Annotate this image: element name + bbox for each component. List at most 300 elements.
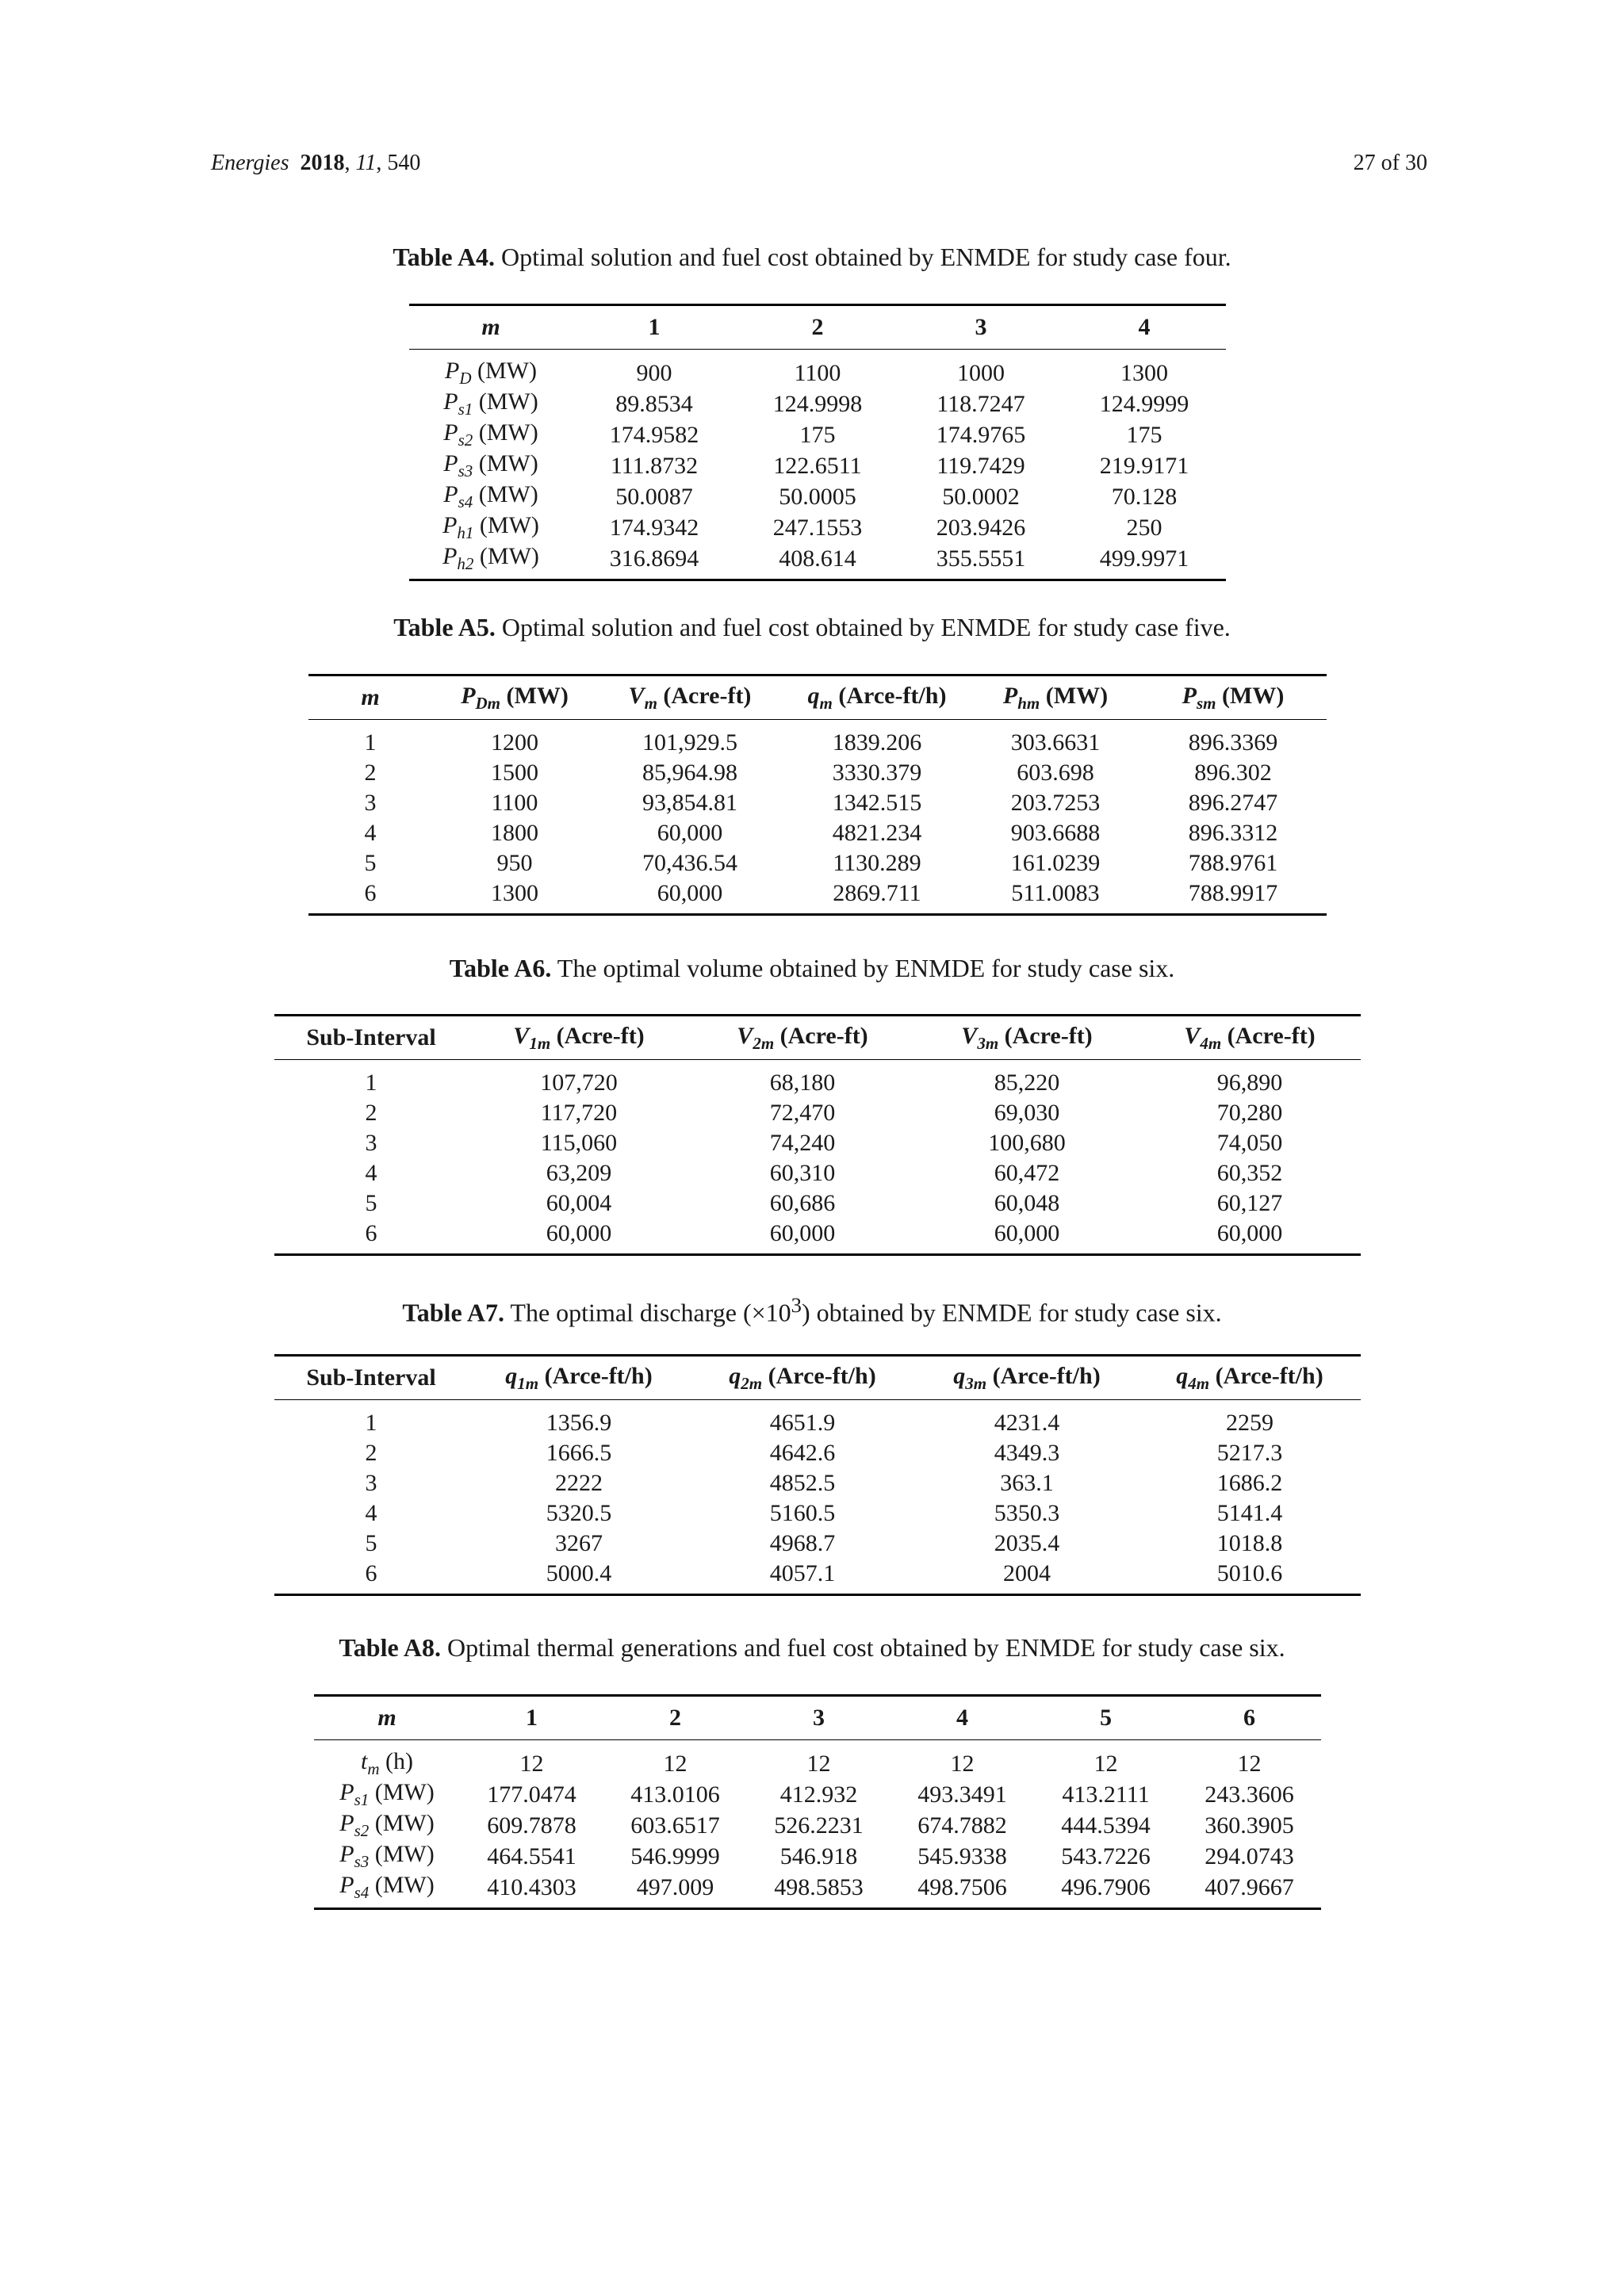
- table-cell: 4968.7: [769, 1530, 836, 1556]
- symbol: V: [513, 1022, 530, 1049]
- symbol: V: [737, 1022, 753, 1049]
- symbol-subscript: 3m: [965, 1373, 987, 1393]
- column-header: [468, 1016, 690, 1060]
- table-a4: [409, 304, 1226, 581]
- column-header: 4: [1063, 305, 1226, 350]
- table-cell: 100,680: [988, 1130, 1066, 1156]
- table-cell: 498.7506: [891, 1872, 1034, 1909]
- table-cell: 896.2747: [1188, 790, 1278, 816]
- table-row: [409, 512, 1226, 543]
- unit-label: (MW): [478, 419, 538, 446]
- table-cell: 1: [365, 1410, 377, 1436]
- table-cell: 12: [519, 1750, 544, 1777]
- symbol: P: [1002, 682, 1018, 709]
- column-header: [690, 1016, 915, 1060]
- symbol: P: [443, 450, 458, 476]
- table-cell: 85,964.98: [642, 760, 737, 786]
- table-cell: 2004: [915, 1559, 1139, 1595]
- symbol: P: [339, 1810, 354, 1836]
- unit-label: (MW): [374, 1779, 435, 1805]
- table-cell: 5: [365, 1190, 377, 1216]
- symbol: V: [961, 1022, 978, 1049]
- table-cell: 412.932: [779, 1781, 858, 1808]
- column-header: 3: [747, 1696, 891, 1740]
- table-cell: 603.6517: [630, 1812, 720, 1839]
- table-cell: 70.128: [1111, 483, 1178, 510]
- unit-label: (MW): [478, 388, 538, 415]
- table-cell: 3: [364, 790, 377, 816]
- table-cell: 546.9999: [630, 1843, 720, 1869]
- table-row: [409, 481, 1226, 512]
- symbol-subscript: 2m: [741, 1373, 763, 1393]
- symbol-subscript: h2: [457, 554, 474, 573]
- table-cell: 355.5551: [899, 543, 1063, 580]
- table-cell: 493.3491: [917, 1781, 1007, 1808]
- symbol-subscript: 1m: [517, 1373, 539, 1393]
- unit-label: (MW): [477, 358, 537, 384]
- unit-label: (MW): [479, 512, 539, 538]
- symbol-subscript: m: [367, 1759, 380, 1778]
- table-cell: 2: [365, 1440, 377, 1466]
- page-number: 27 of 30: [1353, 151, 1427, 175]
- row-label: [409, 388, 573, 419]
- symbol: q: [1176, 1362, 1189, 1389]
- table-cell: 4057.1: [690, 1559, 915, 1595]
- table-cell: 119.7429: [936, 452, 1025, 479]
- symbol: P: [339, 1779, 354, 1805]
- table-row: [308, 818, 1327, 848]
- table-cell: 93,854.81: [642, 790, 737, 816]
- table-cell: 85,220: [994, 1070, 1060, 1096]
- table-a7-body: [274, 1400, 1361, 1595]
- table-cell: 499.9971: [1063, 543, 1226, 580]
- table-cell: 316.8694: [573, 543, 736, 580]
- table-cell: 60,686: [769, 1190, 836, 1216]
- table-cell: 1300: [432, 878, 597, 915]
- symbol-subscript: 3m: [977, 1033, 999, 1053]
- symbol-subscript: m: [644, 693, 657, 713]
- table-cell: 3267: [555, 1530, 603, 1556]
- table-cell: 5010.6: [1139, 1559, 1361, 1595]
- table-cell: 4349.3: [994, 1440, 1060, 1466]
- column-header: [1139, 1016, 1361, 1060]
- table-cell: 2869.711: [783, 878, 971, 915]
- table-cell: 203.9426: [936, 514, 1026, 541]
- table-cell: 50.0087: [615, 483, 693, 510]
- row-label: [314, 1740, 460, 1780]
- symbol: q: [729, 1362, 741, 1389]
- symbol-subscript: 4m: [1188, 1373, 1210, 1393]
- table-cell: 609.7878: [487, 1812, 576, 1839]
- table-cell: 2222: [555, 1470, 603, 1496]
- unit-label: (MW): [506, 682, 569, 709]
- symbol-subscript: 4m: [1200, 1033, 1222, 1053]
- table-cell: 174.9765: [936, 421, 1026, 448]
- unit-label: (Arce-ft/h): [1215, 1362, 1323, 1389]
- table-row: [274, 1060, 1361, 1099]
- table-a8: [314, 1694, 1321, 1910]
- table-a7-caption-pre: The optimal discharge (×10: [510, 1298, 791, 1327]
- table-cell: 1839.206: [832, 729, 922, 756]
- table-cell: 12: [950, 1750, 975, 1777]
- table-a4-body: [409, 350, 1226, 580]
- table-a6-caption: [0, 954, 1624, 983]
- table-cell: 5: [365, 1530, 377, 1556]
- journal-name: Energies: [211, 151, 289, 175]
- table-cell: 303.6631: [1010, 729, 1101, 756]
- table-cell: 60,000: [690, 1219, 915, 1255]
- table-row: [314, 1872, 1321, 1909]
- row-label: [409, 481, 573, 512]
- table-cell: 896.302: [1194, 760, 1272, 786]
- table-cell: 5000.4: [468, 1559, 690, 1595]
- table-cell: 72,470: [769, 1100, 836, 1126]
- table-cell: 1300: [1120, 359, 1168, 386]
- table-cell: 2: [364, 760, 377, 786]
- table-cell: 1018.8: [1216, 1530, 1283, 1556]
- table-cell: 2035.4: [994, 1530, 1060, 1556]
- table-a4-caption-text: Optimal solution and fuel cost obtained by ENMDE for study case four.: [500, 243, 1231, 271]
- table-cell: 1: [365, 1070, 377, 1096]
- table-row: [409, 388, 1226, 419]
- table-cell: 1100: [491, 790, 538, 816]
- table-cell: 175: [1126, 421, 1162, 448]
- column-header: 2: [736, 305, 899, 350]
- table-cell: 50.0005: [779, 483, 856, 510]
- unit-label: Sub-Interval: [306, 1364, 436, 1391]
- symbol-subscript: 2m: [753, 1033, 775, 1053]
- column-header: 1: [573, 305, 736, 350]
- symbol-subscript: Dm: [475, 693, 501, 713]
- symbol-subscript: s4: [354, 1883, 370, 1902]
- table-row: [308, 878, 1327, 915]
- table-a6: [274, 1014, 1361, 1256]
- table-cell: 363.1: [1000, 1470, 1054, 1496]
- table-cell: 408.614: [736, 543, 899, 580]
- table-cell: 1200: [491, 729, 538, 756]
- table-cell: 413.0106: [630, 1781, 720, 1808]
- column-header: [274, 1016, 468, 1060]
- table-cell: 5141.4: [1216, 1500, 1283, 1526]
- table-row: [314, 1779, 1321, 1810]
- table-cell: 6: [274, 1219, 468, 1255]
- table-cell: 174.9582: [609, 421, 699, 448]
- symbol: P: [339, 1841, 354, 1867]
- symbol: P: [442, 512, 458, 538]
- table-row: [274, 1438, 1361, 1468]
- table-cell: 60,000: [468, 1219, 690, 1255]
- table-cell: 444.5394: [1061, 1812, 1151, 1839]
- unit-label: Sub-Interval: [306, 1024, 436, 1050]
- table-cell: 89.8534: [615, 390, 693, 417]
- column-header: 2: [603, 1696, 747, 1740]
- symbol: m: [361, 684, 380, 710]
- table-row: [314, 1810, 1321, 1841]
- table-a7: [274, 1354, 1361, 1596]
- symbol: P: [461, 682, 476, 709]
- journal-year: 2018: [300, 151, 345, 175]
- table-cell: 247.1553: [772, 514, 863, 541]
- unit-label: (MW): [479, 543, 539, 569]
- unit-label: (Acre-ft): [779, 1022, 868, 1049]
- column-header: m: [314, 1696, 460, 1740]
- table-a8-body: [314, 1740, 1321, 1909]
- symbol-subscript: s3: [354, 1852, 370, 1871]
- column-header: 3: [899, 305, 1063, 350]
- row-label: [314, 1810, 460, 1841]
- table-cell: 464.5541: [487, 1843, 576, 1869]
- column-header: [1139, 1356, 1361, 1400]
- symbol: P: [443, 481, 458, 507]
- table-cell: 1500: [491, 760, 538, 786]
- table-cell: 122.6511: [773, 452, 862, 479]
- table-cell: 896.3312: [1188, 820, 1278, 846]
- table-cell: 4821.234: [832, 820, 922, 846]
- table-row: [274, 1468, 1361, 1498]
- table-cell: 60,127: [1216, 1190, 1283, 1216]
- unit-label: (MW): [374, 1872, 435, 1898]
- table-cell: 900: [636, 359, 672, 386]
- table-cell: 4: [365, 1160, 377, 1186]
- column-header: [308, 675, 432, 720]
- table-cell: 603.698: [1017, 760, 1094, 786]
- unit-label: (MW): [478, 481, 538, 507]
- column-header: [690, 1356, 915, 1400]
- symbol-subscript: s1: [458, 400, 473, 419]
- table-a5-caption-text: Optimal solution and fuel cost obtained by ENMDE for study case five.: [501, 613, 1231, 641]
- table-cell: 526.2231: [774, 1812, 864, 1839]
- symbol-subscript: D: [459, 369, 472, 388]
- table-cell: 410.4303: [460, 1872, 603, 1909]
- journal-volume: 11: [355, 151, 377, 175]
- table-cell: 788.9917: [1139, 878, 1327, 915]
- table-a8-label: Table A8.: [339, 1633, 441, 1662]
- symbol-subscript: s4: [458, 492, 473, 511]
- table-cell: 3330.379: [832, 760, 922, 786]
- table-row: [274, 1188, 1361, 1219]
- table-a8-header-row: [314, 1696, 1321, 1740]
- table-cell: 413.2111: [1062, 1781, 1150, 1808]
- unit-label: (MW): [478, 450, 538, 476]
- table-row: [274, 1098, 1361, 1128]
- unit-label: (Arce-ft/h): [992, 1362, 1101, 1389]
- table-cell: 511.0083: [971, 878, 1139, 915]
- table-cell: 60,000: [657, 820, 723, 846]
- column-header: [783, 675, 971, 720]
- table-row: [274, 1529, 1361, 1559]
- table-a5-label: Table A5.: [393, 613, 496, 641]
- table-row: [274, 1400, 1361, 1439]
- symbol: P: [339, 1872, 354, 1898]
- unit-label: (Acre-ft): [663, 682, 752, 709]
- symbol: q: [807, 682, 820, 709]
- symbol-subscript: sm: [1197, 693, 1216, 713]
- table-cell: 1000: [957, 359, 1005, 386]
- table-cell: 118.7247: [936, 390, 1025, 417]
- table-cell: 1356.9: [546, 1410, 612, 1436]
- table-cell: 2259: [1226, 1410, 1274, 1436]
- unit-label: (Acre-ft): [1004, 1022, 1093, 1049]
- symbol: P: [443, 388, 458, 415]
- symbol-subscript: s1: [354, 1790, 370, 1809]
- symbol-subscript: 1m: [529, 1033, 551, 1053]
- table-cell: 177.0474: [487, 1781, 576, 1808]
- unit-label: (MW): [374, 1841, 435, 1867]
- table-row: [409, 450, 1226, 481]
- table-cell: 219.9171: [1099, 452, 1189, 479]
- table-a4-label: Table A4.: [393, 243, 495, 271]
- symbol: V: [628, 682, 645, 709]
- table-cell: 5217.3: [1216, 1440, 1283, 1466]
- row-label: [409, 350, 573, 389]
- table-cell: 74,240: [769, 1130, 836, 1156]
- unit-label: (Arce-ft/h): [544, 1362, 653, 1389]
- table-cell: 4: [364, 820, 377, 846]
- table-a6-header-row: [274, 1016, 1361, 1060]
- table-cell: 175: [799, 421, 836, 448]
- table-cell: 5: [364, 850, 377, 876]
- table-cell: 107,720: [540, 1070, 618, 1096]
- column-header: [432, 675, 597, 720]
- table-row: [308, 758, 1327, 788]
- table-a6-body: [274, 1060, 1361, 1255]
- table-row: [409, 350, 1226, 389]
- table-cell: 60,004: [546, 1190, 612, 1216]
- table-cell: 497.009: [603, 1872, 747, 1909]
- table-cell: 12: [663, 1750, 688, 1777]
- table-cell: 63,209: [546, 1160, 612, 1186]
- table-cell: 250: [1126, 514, 1162, 541]
- column-header: [971, 675, 1139, 720]
- table-cell: 5160.5: [769, 1500, 836, 1526]
- symbol: P: [443, 419, 458, 446]
- unit-label: (Arce-ft/h): [838, 682, 947, 709]
- symbol-subscript: s2: [354, 1821, 370, 1840]
- table-cell: 60,472: [994, 1160, 1060, 1186]
- unit-label: (Arce-ft/h): [768, 1362, 876, 1389]
- table-cell: 788.9761: [1188, 850, 1278, 876]
- symbol: V: [1184, 1022, 1201, 1049]
- table-a7-caption-sup: 3: [791, 1293, 802, 1317]
- symbol-subscript: h1: [457, 523, 474, 542]
- table-cell: 4852.5: [769, 1470, 836, 1496]
- column-header: [915, 1016, 1139, 1060]
- unit-label: (MW): [374, 1810, 435, 1836]
- table-a5-caption: [0, 613, 1624, 642]
- table-a4-header-row: [409, 305, 1226, 350]
- table-a7-label: Table A7.: [402, 1298, 504, 1327]
- column-header: m: [409, 305, 573, 350]
- table-row: [409, 543, 1226, 580]
- table-cell: 674.7882: [917, 1812, 1007, 1839]
- table-cell: 4231.4: [994, 1410, 1060, 1436]
- table-cell: 1686.2: [1216, 1470, 1283, 1496]
- table-cell: 2: [365, 1100, 377, 1126]
- table-a5: [308, 674, 1327, 916]
- symbol-subscript: s2: [458, 430, 473, 450]
- symbol: q: [505, 1362, 518, 1389]
- symbol-subscript: hm: [1017, 693, 1040, 713]
- table-cell: 4642.6: [769, 1440, 836, 1466]
- symbol: P: [445, 358, 460, 384]
- column-header: 1: [460, 1696, 603, 1740]
- table-cell: 543.7226: [1061, 1843, 1151, 1869]
- table-cell: 6: [274, 1559, 468, 1595]
- symbol: q: [953, 1362, 966, 1389]
- table-cell: 1: [364, 729, 377, 756]
- table-cell: 1130.289: [833, 850, 921, 876]
- symbol-subscript: s3: [458, 461, 473, 480]
- running-header: Energies 2018, 11, 540: [211, 151, 421, 175]
- table-cell: 101,929.5: [642, 729, 737, 756]
- table-a7-header-row: [274, 1356, 1361, 1400]
- table-a8-caption-text: Optimal thermal generations and fuel cost obtained by ENMDE for study case six.: [447, 1633, 1285, 1662]
- column-header: [597, 675, 783, 720]
- table-cell: 96,890: [1216, 1070, 1283, 1096]
- table-row: [308, 788, 1327, 818]
- table-cell: 124.9999: [1099, 390, 1189, 417]
- symbol: P: [442, 543, 458, 569]
- table-cell: 1666.5: [546, 1440, 612, 1466]
- table-a7-caption-post: ) obtained by ENMDE for study case six.: [801, 1298, 1222, 1327]
- table-cell: 60,048: [994, 1190, 1060, 1216]
- table-cell: 60,310: [769, 1160, 836, 1186]
- table-cell: 896.3369: [1188, 729, 1278, 756]
- table-row: [409, 419, 1226, 450]
- column-header: [468, 1356, 690, 1400]
- table-cell: 545.9338: [917, 1843, 1007, 1869]
- row-label: [314, 1841, 460, 1872]
- table-cell: 124.9998: [772, 390, 863, 417]
- table-cell: 203.7253: [1010, 790, 1101, 816]
- table-a8-caption: [0, 1633, 1624, 1663]
- table-row: [274, 1498, 1361, 1529]
- table-cell: 50.0002: [942, 483, 1020, 510]
- table-a6-caption-text: The optimal volume obtained by ENMDE for study case six.: [557, 954, 1175, 982]
- table-row: [274, 1158, 1361, 1188]
- table-cell: 111.8732: [610, 452, 699, 479]
- symbol: P: [1182, 682, 1197, 709]
- table-cell: 5350.3: [994, 1500, 1060, 1526]
- table-cell: 68,180: [769, 1070, 836, 1096]
- table-a4-caption: [0, 243, 1624, 272]
- column-header: 4: [891, 1696, 1034, 1740]
- table-cell: 950: [496, 850, 533, 876]
- table-cell: 546.918: [779, 1843, 858, 1869]
- unit-label: (Acre-ft): [556, 1022, 645, 1049]
- table-row: [308, 848, 1327, 878]
- table-a5-body: [308, 720, 1327, 915]
- column-header: [1139, 675, 1327, 720]
- table-cell: 1100: [794, 359, 841, 386]
- table-cell: 5320.5: [546, 1500, 612, 1526]
- table-cell: 12: [1237, 1750, 1262, 1777]
- symbol: t: [361, 1748, 368, 1774]
- table-cell: 4651.9: [769, 1410, 836, 1436]
- row-label: [409, 543, 573, 580]
- table-cell: 60,352: [1216, 1160, 1283, 1186]
- table-cell: 360.3905: [1205, 1812, 1294, 1839]
- table-cell: 496.7906: [1034, 1872, 1178, 1909]
- table-a6-label: Table A6.: [449, 954, 552, 982]
- table-a7-caption: [0, 1293, 1624, 1328]
- table-cell: 3: [365, 1130, 377, 1156]
- column-header: 5: [1034, 1696, 1178, 1740]
- table-a5-header-row: [308, 675, 1327, 720]
- table-cell: 498.5853: [747, 1872, 891, 1909]
- table-cell: 12: [1094, 1750, 1118, 1777]
- column-header: 6: [1178, 1696, 1321, 1740]
